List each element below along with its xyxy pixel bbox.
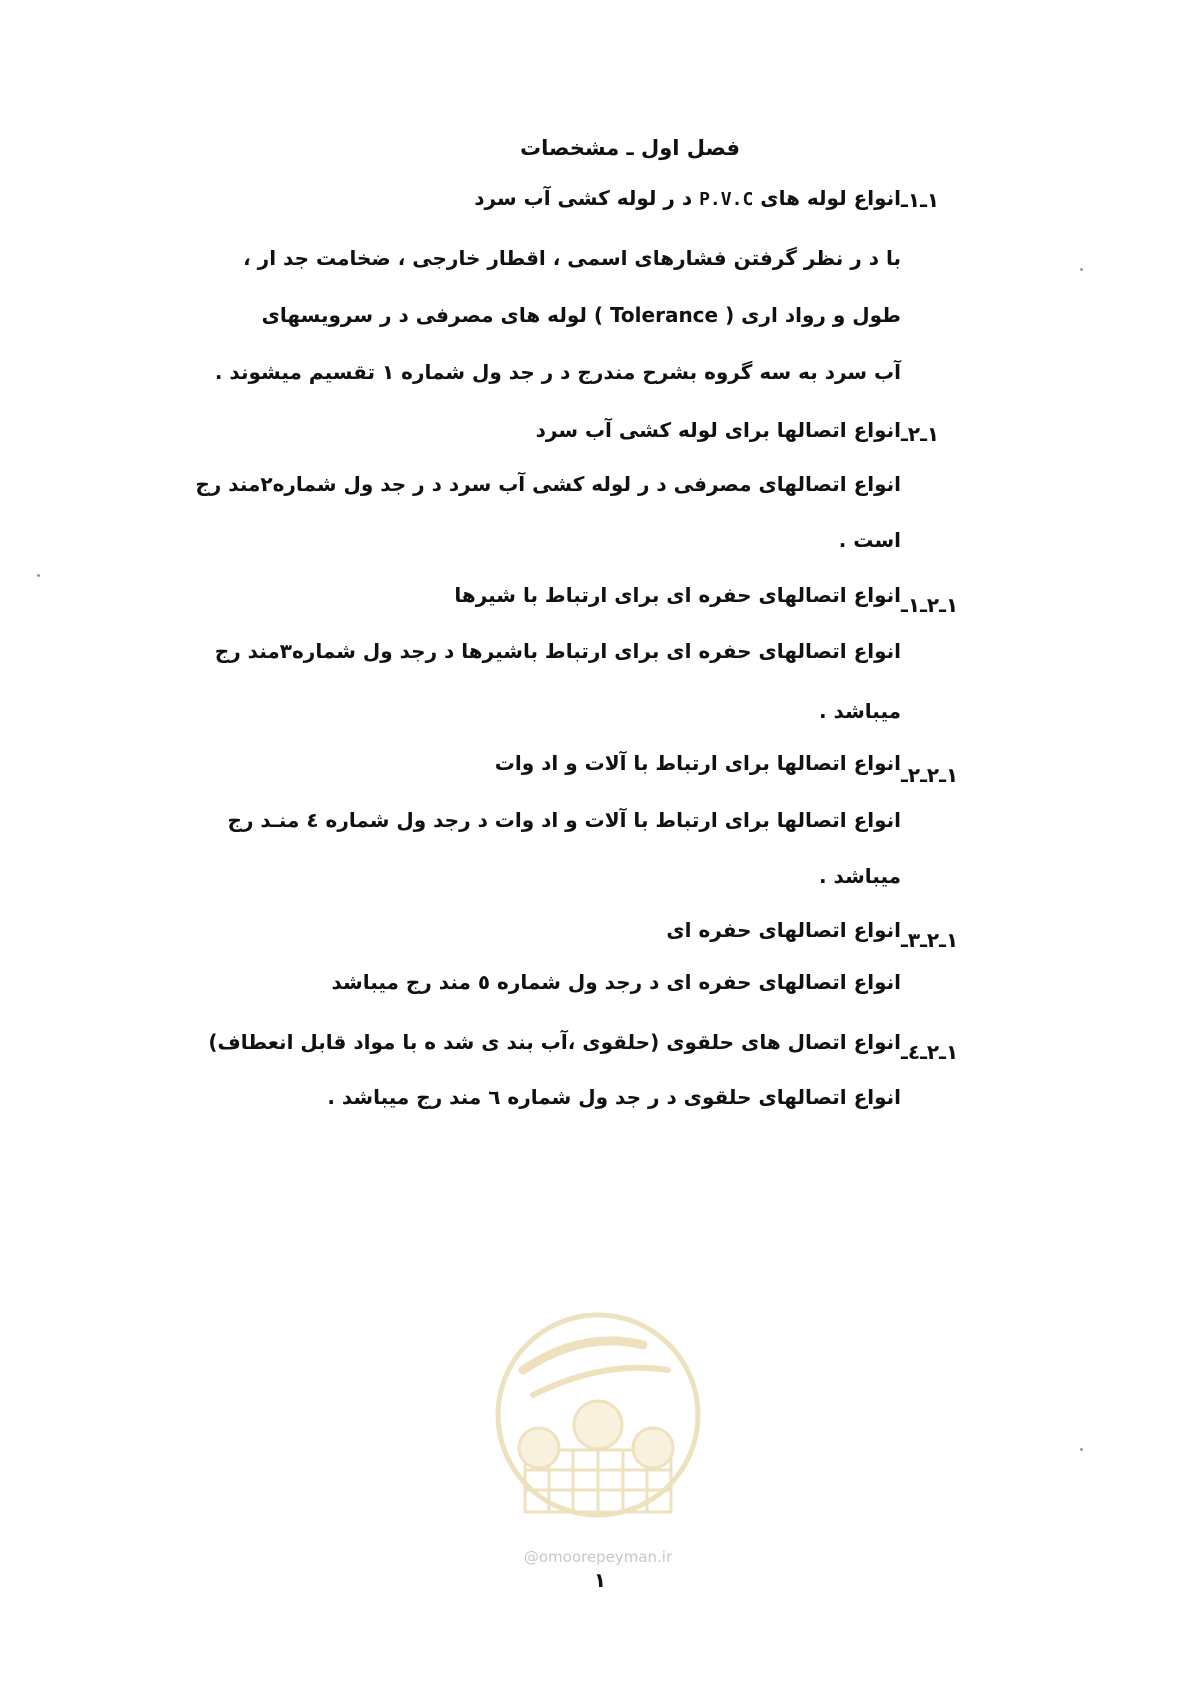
section-heading: انواع اتصالها برای ارتباط با آلات و اد وات <box>494 751 901 775</box>
chapter-title: فصل اول ـ مشخصات <box>520 136 740 160</box>
paragraph-line: طول و رواد اری ( Tolerance ) لوله های مصرفی د ر سرویسهای <box>261 303 901 327</box>
paragraph-line: انواع اتصالها برای ارتباط با آلات و اد وات د رجد ول شماره ٤ منـد رج <box>227 808 901 832</box>
paragraph-line: انواع اتصالهای حفره ای برای ارتباط باشیرها د رجد ول شماره٣مند رج <box>214 639 901 663</box>
watermark-seal-icon <box>493 1300 703 1540</box>
heading-latin-term: P.V.C <box>699 189 754 210</box>
heading-text: د ر لوله کشی آب سرد <box>474 186 693 210</box>
scan-speck <box>1080 1448 1083 1451</box>
paragraph-line: میباشد . <box>818 864 901 888</box>
section-heading: انواع اتصالها برای لوله کشی آب سرد <box>535 418 901 442</box>
paragraph-line: آب سرد به سه گروه بشرح مندرج د ر جد ول شماره ١ تقسیم میشوند . <box>214 360 901 384</box>
section-heading: انواع اتصال های حلقوی (حلقوی ،آب بند ی شد ه با مواد قابل انعطاف) <box>208 1030 901 1054</box>
paragraph-line: با د ر نظر گرفتن فشارهای اسمی ، اقطار خارجی ، ضخامت جد ار ، <box>243 246 901 270</box>
paragraph-line: است . <box>838 528 901 552</box>
paragraph-line: انواع اتصالهای حلقوی د ر جد ول شماره ٦ مند رج میباشد . <box>327 1085 901 1109</box>
section-heading <box>474 186 901 210</box>
scan-speck <box>37 574 40 577</box>
watermark-logo <box>493 1300 703 1570</box>
page-number: ١ <box>593 1568 607 1592</box>
paragraph-line: انواع اتصالهای مصرفی د ر لوله کشی آب سرد د ر جد ول شماره٢مند رج <box>195 472 901 496</box>
scan-speck <box>1080 268 1083 271</box>
section-number: ١ـ٢ـ <box>901 422 940 446</box>
section-number: ١ـ٢ـ٤ـ <box>901 1040 959 1064</box>
section-number: ١ـ٢ـ٣ـ <box>901 928 959 952</box>
section-number: ١ـ١ـ <box>901 188 940 212</box>
section-number: ١ـ٢ـ١ـ <box>901 593 959 617</box>
heading-text: انواع لوله های <box>760 186 901 210</box>
section-number: ١ـ٢ـ٢ـ <box>901 763 959 787</box>
paragraph-line: میباشد . <box>818 699 901 723</box>
section-heading: انواع اتصالهای حفره ای <box>666 918 901 942</box>
watermark-caption: @omoorepeyman.ir <box>523 1548 673 1566</box>
section-heading: انواع اتصالهای حفره ای برای ارتباط با شیرها <box>454 583 901 607</box>
paragraph-line: انواع اتصالهای حفره ای د رجد ول شماره ٥ مند رج میباشد <box>331 970 901 994</box>
